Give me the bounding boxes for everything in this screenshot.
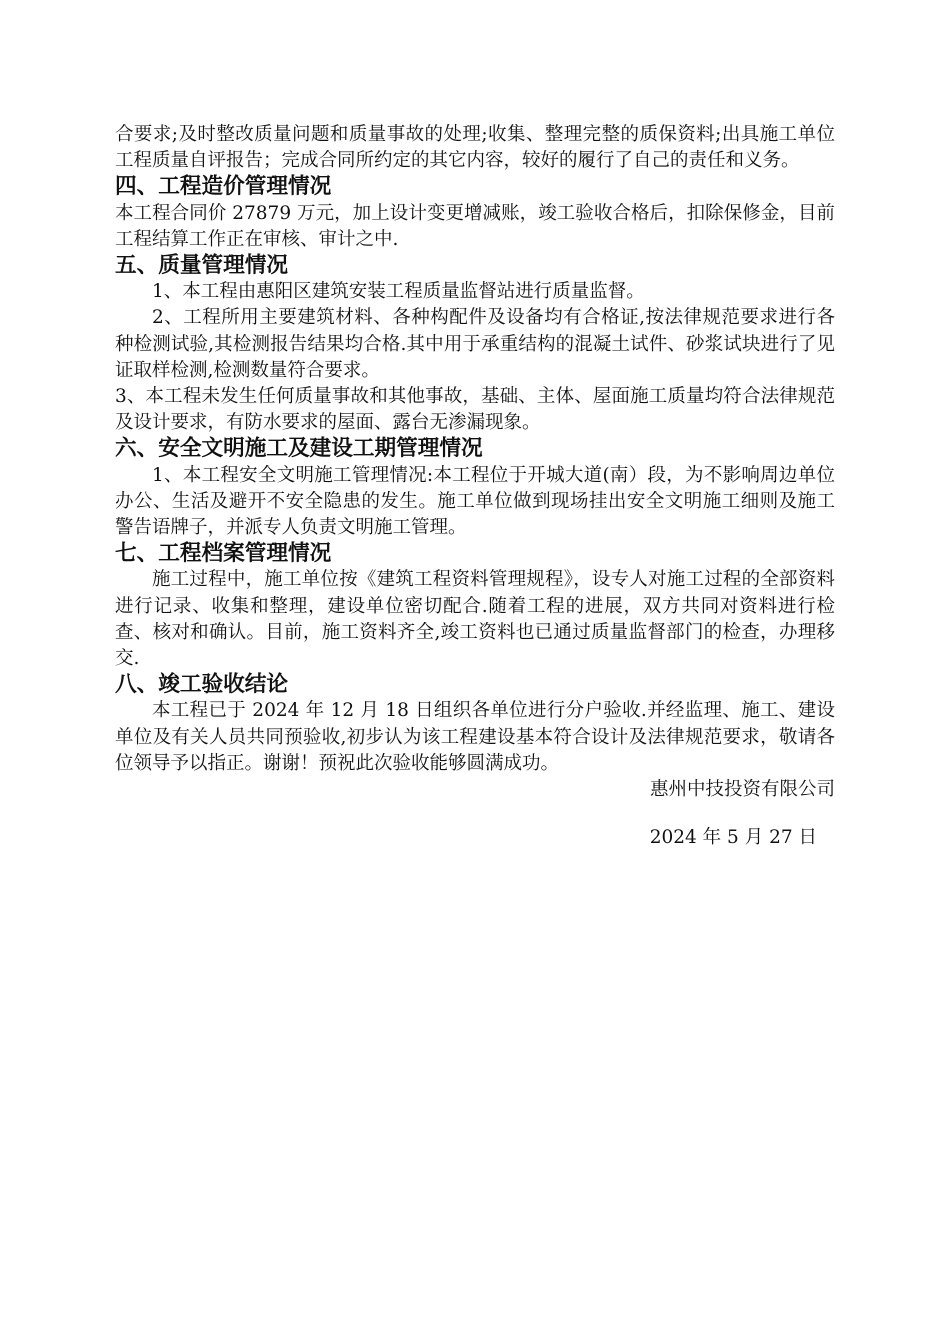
section-heading-archives: 七、工程档案管理情况 — [115, 541, 332, 567]
safety-paragraph-1: 1、本工程安全文明施工管理情况:本工程位于开城大道(南）段，为不影响周边单位办公、生活及避开不安全隐患的发生。施工单位做到现场挂出安全文明施工细则及施工警告语牌子，并派专人负责文明施工管理。 — [115, 464, 835, 539]
quality-paragraph-3: 3、本工程未发生任何质量事故和其他事故，基础、主体、屋面施工质量均符合法律规范及设计要求，有防水要求的屋面、露台无渗漏现象。 — [115, 386, 835, 434]
quality-paragraph-2: 2、工程所用主要建筑材料、各种构配件及设备均有合格证,按法律规范要求进行各种检测试验,其检测报告结果均合格.其中用于承重结构的混凝土试件、砂浆试块进行了见证取样检测,检测数量符合要求。 — [115, 307, 835, 381]
opening-paragraph: 合要求;及时整改质量问题和质量事故的处理;收集、整理完整的质保资料;出具施工单位工程质量自评报告；完成合同所约定的其它内容，较好的履行了自己的责任和义务。 — [115, 124, 835, 172]
conclusion-paragraph: 本工程已于 2024 年 12 月 18 日组织各单位进行分户验收.并经监理、施工、建设单位及有关人员共同预验收,初步认为该工程建设基本符合设计及法律规范要求，敬请各位领导予以指正。谢谢！预祝此次验收能够圆满成功。 — [115, 700, 835, 774]
section-heading-quality: 五、质量管理情况 — [115, 253, 289, 279]
archives-paragraph: 施工过程中，施工单位按《建筑工程资料管理规程》，设专人对施工过程的全部资料进行记录、收集和整理，建设单位密切配合.随着工程的进展，双方共同对资料进行检查、核对和确认。目前，施工资料齐全,竣工资料也已通过质量监督部门的检查，办理移交. — [115, 569, 835, 670]
quality-paragraph-1: 1、本工程由惠阳区建筑安装工程质量监督站进行质量监督。 — [152, 281, 645, 303]
section-heading-safety: 六、安全文明施工及建设工期管理情况 — [115, 436, 483, 462]
signature-date: 2024 年 5 月 27 日 — [649, 827, 817, 849]
document-page — [115, 122, 835, 851]
section-heading-conclusion: 八、竣工验收结论 — [115, 672, 289, 698]
signature-company: 惠州中技投资有限公司 — [649, 779, 835, 801]
section-heading-cost: 四、工程造价管理情况 — [115, 174, 332, 200]
cost-paragraph: 本工程合同价 27879 万元，加上设计变更增减账，竣工验收合格后，扣除保修金，目前工程结算工作正在审核、审计之中. — [115, 202, 835, 250]
